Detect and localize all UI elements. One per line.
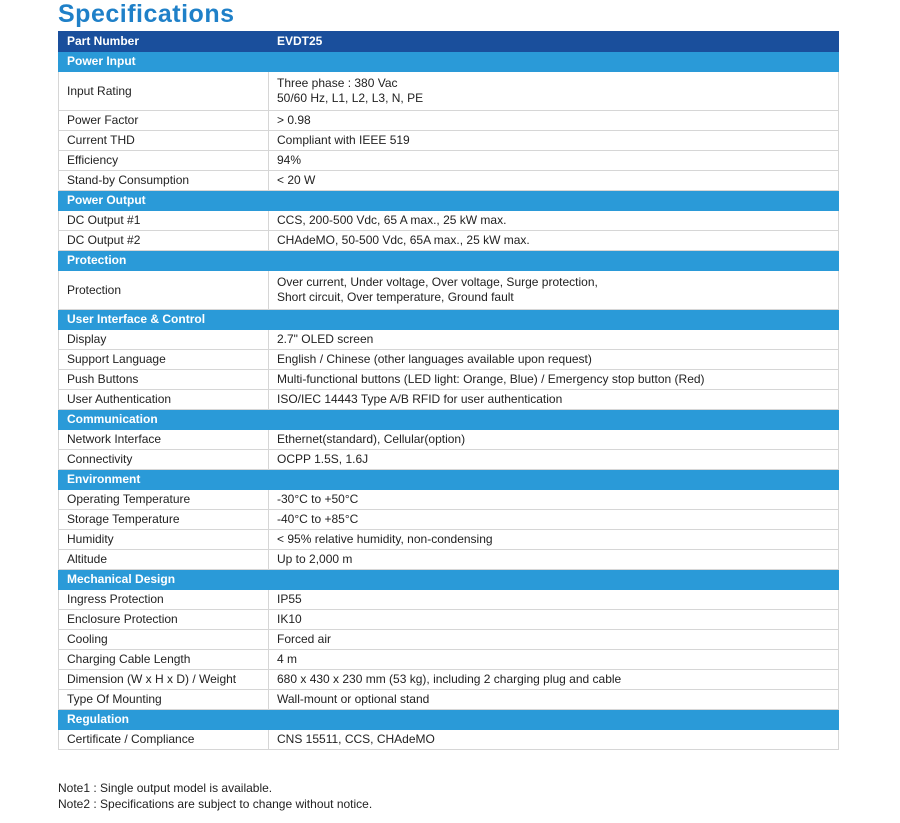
spec-value: CHAdeMO, 50-500 Vdc, 65A max., 25 kW max. (269, 231, 839, 251)
spec-label: Input Rating (59, 72, 269, 111)
note-2: Note2 : Specifications are subject to change without notice. (58, 797, 373, 811)
header-value: EVDT25 (269, 32, 839, 52)
section-header (59, 570, 839, 590)
table-row (59, 550, 839, 570)
spec-label: Altitude (59, 550, 269, 570)
spec-value: Up to 2,000 m (269, 550, 839, 570)
spec-table (58, 31, 839, 750)
spec-label: Efficiency (59, 151, 269, 171)
spec-label: Operating Temperature (59, 490, 269, 510)
table-row (59, 450, 839, 470)
section-header (59, 410, 839, 430)
spec-value: IK10 (269, 610, 839, 630)
spec-label: Storage Temperature (59, 510, 269, 530)
table-row (59, 370, 839, 390)
section-title: Mechanical Design (59, 570, 839, 590)
table-row (59, 350, 839, 370)
page-title: Specifications (58, 0, 235, 28)
table-row (59, 590, 839, 610)
header-label: Part Number (59, 32, 269, 52)
table-row (59, 211, 839, 231)
section-title: User Interface & Control (59, 310, 839, 330)
spec-value: 94% (269, 151, 839, 171)
section-title: Regulation (59, 710, 839, 730)
spec-label: Support Language (59, 350, 269, 370)
table-row (59, 670, 839, 690)
table-row (59, 271, 839, 310)
spec-value: ISO/IEC 14443 Type A/B RFID for user authentication (269, 390, 839, 410)
spec-label: Network Interface (59, 430, 269, 450)
spec-value: Over current, Under voltage, Over voltage, Surge protection, Short circuit, Over temperature, Ground fault (269, 271, 839, 310)
spec-label: Protection (59, 271, 269, 310)
spec-value: 4 m (269, 650, 839, 670)
table-row (59, 530, 839, 550)
section-header (59, 251, 839, 271)
section-title: Power Output (59, 191, 839, 211)
section-title: Protection (59, 251, 839, 271)
table-row (59, 72, 839, 111)
notes (58, 780, 372, 812)
spec-label: Type Of Mounting (59, 690, 269, 710)
spec-value: -40°C to +85°C (269, 510, 839, 530)
table-row (59, 111, 839, 131)
table-row (59, 151, 839, 171)
spec-value: CNS 15511, CCS, CHAdeMO (269, 730, 839, 750)
spec-value: Wall-mount or optional stand (269, 690, 839, 710)
spec-table-body (59, 32, 839, 750)
spec-label: Connectivity (59, 450, 269, 470)
spec-label: Certificate / Compliance (59, 730, 269, 750)
spec-label: DC Output #2 (59, 231, 269, 251)
section-title: Communication (59, 410, 839, 430)
spec-label: Current THD (59, 131, 269, 151)
spec-value: Ethernet(standard), Cellular(option) (269, 430, 839, 450)
spec-label: Cooling (59, 630, 269, 650)
table-row (59, 330, 839, 350)
section-header (59, 191, 839, 211)
table-row (59, 650, 839, 670)
section-title: Environment (59, 470, 839, 490)
table-row (59, 430, 839, 450)
table-row (59, 730, 839, 750)
spec-value: < 20 W (269, 171, 839, 191)
section-header (59, 470, 839, 490)
table-row (59, 690, 839, 710)
spec-value: < 95% relative humidity, non-condensing (269, 530, 839, 550)
spec-label: Power Factor (59, 111, 269, 131)
table-row (59, 231, 839, 251)
table-row (59, 390, 839, 410)
table-row (59, 490, 839, 510)
spec-value: English / Chinese (other languages available upon request) (269, 350, 839, 370)
section-header (59, 52, 839, 72)
spec-value: Multi-functional buttons (LED light: Orange, Blue) / Emergency stop button (Red) (269, 370, 839, 390)
spec-label: Enclosure Protection (59, 610, 269, 630)
spec-value: Forced air (269, 630, 839, 650)
spec-value: 680 x 430 x 230 mm (53 kg), including 2 charging plug and cable (269, 670, 839, 690)
spec-value: > 0.98 (269, 111, 839, 131)
section-header (59, 710, 839, 730)
spec-label: Push Buttons (59, 370, 269, 390)
spec-label: Display (59, 330, 269, 350)
table-row (59, 510, 839, 530)
section-title: Power Input (59, 52, 839, 72)
spec-label: Ingress Protection (59, 590, 269, 610)
spec-value: -30°C to +50°C (269, 490, 839, 510)
spec-label: Charging Cable Length (59, 650, 269, 670)
spec-label: DC Output #1 (59, 211, 269, 231)
spec-value: 2.7" OLED screen (269, 330, 839, 350)
section-header (59, 310, 839, 330)
spec-value: Compliant with IEEE 519 (269, 131, 839, 151)
spec-label: Humidity (59, 530, 269, 550)
spec-label: User Authentication (59, 390, 269, 410)
table-row (59, 610, 839, 630)
spec-value: Three phase : 380 Vac 50/60 Hz, L1, L2, L3, N, PE (269, 72, 839, 111)
spec-label: Stand-by Consumption (59, 171, 269, 191)
spec-label: Dimension (W x H x D) / Weight (59, 670, 269, 690)
spec-value: IP55 (269, 590, 839, 610)
note-1: Note1 : Single output model is available. (58, 781, 273, 795)
table-row (59, 131, 839, 151)
spec-value: CCS, 200-500 Vdc, 65 A max., 25 kW max. (269, 211, 839, 231)
spec-value: OCPP 1.5S, 1.6J (269, 450, 839, 470)
table-row (59, 630, 839, 650)
table-header-row (59, 32, 839, 52)
table-row (59, 171, 839, 191)
